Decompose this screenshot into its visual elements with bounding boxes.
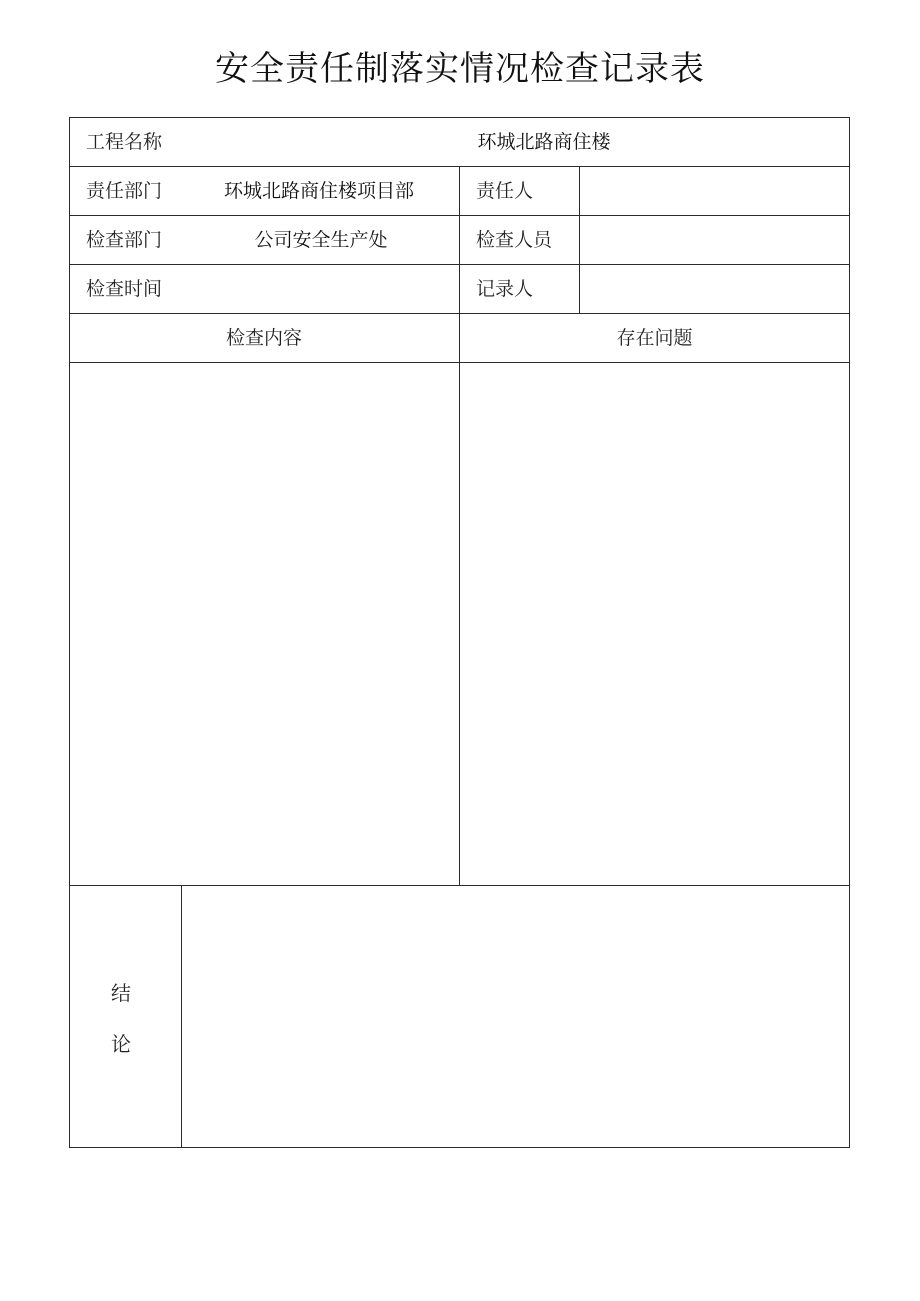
inspection-dept-value[interactable]: 公司安全生产处 xyxy=(254,229,388,251)
content-header: 检查内容 xyxy=(225,327,302,349)
inspection-content-area[interactable] xyxy=(77,373,451,873)
issues-header: 存在问题 xyxy=(616,327,693,349)
form-border-right xyxy=(849,117,850,1148)
conclusion-area[interactable] xyxy=(191,897,839,1135)
project-name-label: 工程名称 xyxy=(86,131,163,153)
conclusion-char-1: 结 xyxy=(111,981,131,1005)
page-title: 安全责任制落实情况检查记录表 xyxy=(215,49,705,89)
responsible-person-label: 责任人 xyxy=(476,180,534,202)
inspection-record-form xyxy=(69,117,850,1148)
inspection-dept-label: 检查部门 xyxy=(86,229,163,251)
form-border-left xyxy=(69,117,70,1148)
column-divider-conclusion xyxy=(181,885,182,1148)
responsible-dept-value[interactable]: 环城北路商住楼项目部 xyxy=(223,180,414,202)
inspection-time-label: 检查时间 xyxy=(86,278,163,300)
responsible-dept-label: 责任部门 xyxy=(86,180,163,202)
conclusion-char-2: 论 xyxy=(111,1032,131,1056)
column-divider-middle xyxy=(459,166,460,886)
inspectors-label: 检查人员 xyxy=(476,229,553,251)
form-border-top xyxy=(69,117,850,118)
form-border-bottom xyxy=(69,1147,850,1148)
issues-area[interactable] xyxy=(468,373,840,873)
project-name-value[interactable]: 环城北路商住楼 xyxy=(477,131,611,153)
recorder-label: 记录人 xyxy=(476,278,534,300)
column-divider-right xyxy=(579,166,580,314)
